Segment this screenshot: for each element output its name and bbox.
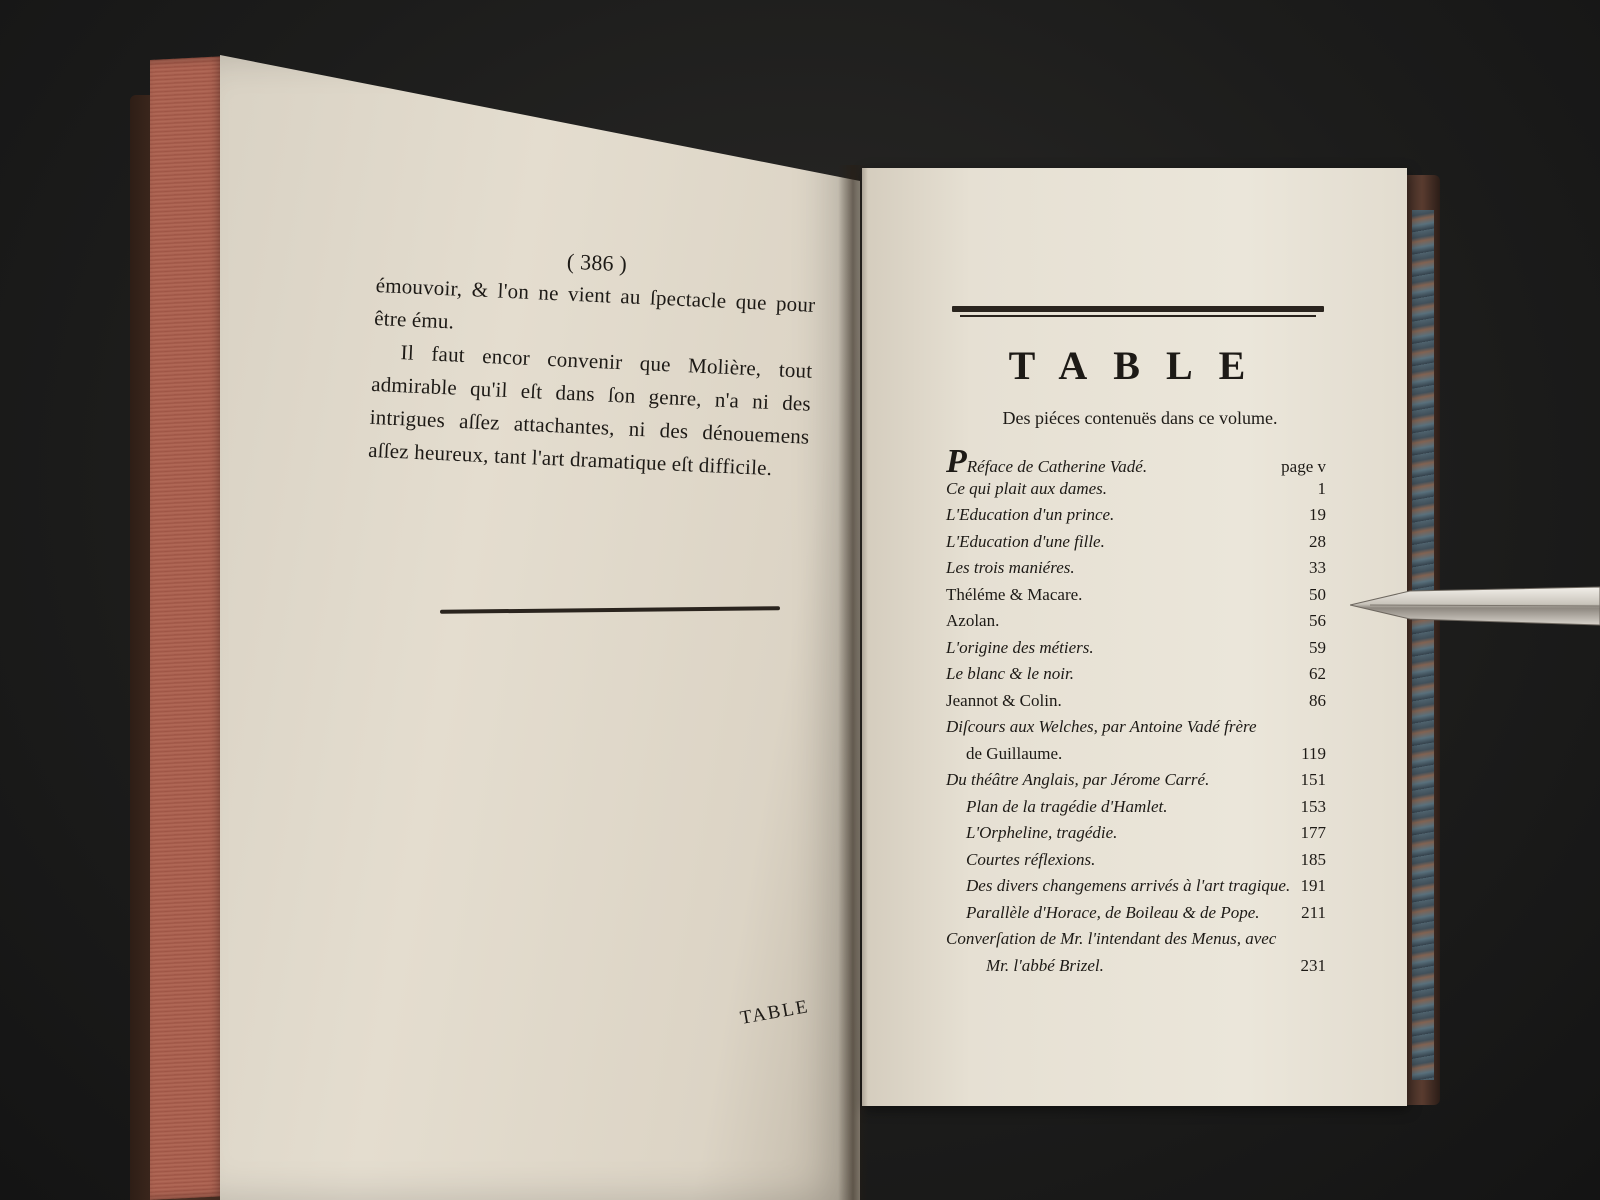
toc-entry-page: 119 (1301, 743, 1326, 763)
toc-entry (946, 443, 1326, 480)
toc-entry-title: Le blanc & le noir. (946, 664, 1074, 683)
toc-entry-page: 62 (1309, 664, 1326, 683)
paragraph-2: Il faut encor convenir que Molière, tout admirable qu'il eſt dans ſon genre, n'a ni des intrigues aſſez attachantes, ni des dénouemens aſſez heureux, tant l'art dramatique eſt difficile. (367, 340, 813, 481)
toc-entry-title: Diſcours aux Welches, par Antoine Vadé frère (946, 717, 1257, 736)
paragraph-1: émouvoir, & l'on ne vient au ſpectacle que pour être ému. (373, 272, 816, 334)
toc-entry-title: L'Education d'une fille. (946, 531, 1105, 551)
toc-entry (946, 479, 1326, 506)
header-rule-thin (960, 315, 1316, 317)
page-number: ( 386 ) (566, 248, 628, 277)
toc-entry-title: Théléme & Macare. (946, 584, 1083, 604)
page-edges (150, 56, 225, 1200)
toc-entry (946, 717, 1326, 744)
toc-subtitle: Des piéces contenuës dans ce volume. (1002, 408, 1278, 428)
toc-entry-page: 1 (1317, 478, 1326, 498)
toc-entry (946, 929, 1326, 956)
toc-entry (946, 611, 1326, 638)
left-page (220, 55, 860, 1200)
left-page-text (368, 236, 818, 487)
toc-entry (946, 744, 1326, 771)
toc-entry (946, 823, 1326, 850)
toc-entry-page: 50 (1309, 584, 1326, 604)
toc-entry-title: Ce qui plait aux dames. (946, 478, 1108, 498)
toc-entry-page: 151 (1300, 770, 1326, 789)
toc-entry-page: 19 (1309, 505, 1326, 524)
toc-entry-title: Du théâtre Anglais, par Jérome Carré. (946, 770, 1210, 789)
toc-entry-page: 33 (1309, 558, 1326, 577)
toc-entry (946, 876, 1326, 903)
toc-entry (946, 638, 1326, 665)
toc-entry-page: 153 (1300, 796, 1326, 816)
marbled-edge (1412, 210, 1434, 1080)
toc-entry-title: Converſation de Mr. l'intendant des Menus, avec (946, 929, 1277, 948)
toc-entry-title: L'origine des métiers. (946, 637, 1094, 657)
catchword: TABLE (738, 996, 811, 1029)
toc-entry-page: 185 (1300, 849, 1326, 869)
toc-entry-title: Azolan. (946, 611, 1000, 630)
toc-entry (946, 850, 1326, 877)
toc-entry (946, 956, 1326, 983)
toc-entry (946, 664, 1326, 691)
toc-entry (946, 903, 1326, 930)
toc-entry-page: 56 (1309, 611, 1326, 630)
toc-entry-title: Plan de la tragédie d'Hamlet. (966, 796, 1168, 816)
toc-entry (946, 505, 1326, 532)
toc-entry-title: L'Education d'un prince. (946, 505, 1115, 524)
toc-entry-title: Parallèle d'Horace, de Boileau & de Pope. (966, 902, 1260, 922)
toc-entry-title: Jeannot & Colin. (946, 690, 1062, 710)
toc-list (946, 443, 1326, 982)
toc-entry-title: Courtes réflexions. (966, 849, 1096, 869)
toc-entry-title: L'Orpheline, tragédie. (966, 823, 1118, 842)
book-gutter (838, 165, 868, 1200)
toc-entry-title: Réface de Catherine Vadé. (966, 457, 1148, 476)
toc-entry-title: Les trois maniéres. (946, 558, 1075, 577)
toc-entry (946, 558, 1326, 585)
toc-entry-page: page v (1281, 457, 1326, 476)
toc-entry (946, 585, 1326, 612)
drop-cap: P (946, 443, 967, 480)
toc-entry-title: Mr. l'abbé Brizel. (986, 955, 1104, 975)
header-rule (952, 306, 1324, 312)
toc-entry-title: de Guillaume. (966, 743, 1063, 763)
toc-entry-page: 191 (1300, 876, 1326, 895)
bookmark-pointer-icon (1350, 585, 1600, 627)
toc-entry-page: 231 (1300, 955, 1326, 975)
toc-entry-page: 28 (1309, 531, 1326, 551)
toc-entry (946, 770, 1326, 797)
toc-entry-title: Des divers changemens arrivés à l'art tragique. (966, 876, 1291, 895)
toc-entry (946, 532, 1326, 559)
toc-entry-page: 59 (1309, 637, 1326, 657)
toc-entry (946, 691, 1326, 718)
toc-entry (946, 797, 1326, 824)
toc-entry-page: 211 (1301, 902, 1326, 922)
toc-entry-page: 86 (1309, 690, 1326, 710)
toc-title: TABLE (1008, 343, 1272, 388)
toc-entry-page: 177 (1300, 823, 1326, 842)
